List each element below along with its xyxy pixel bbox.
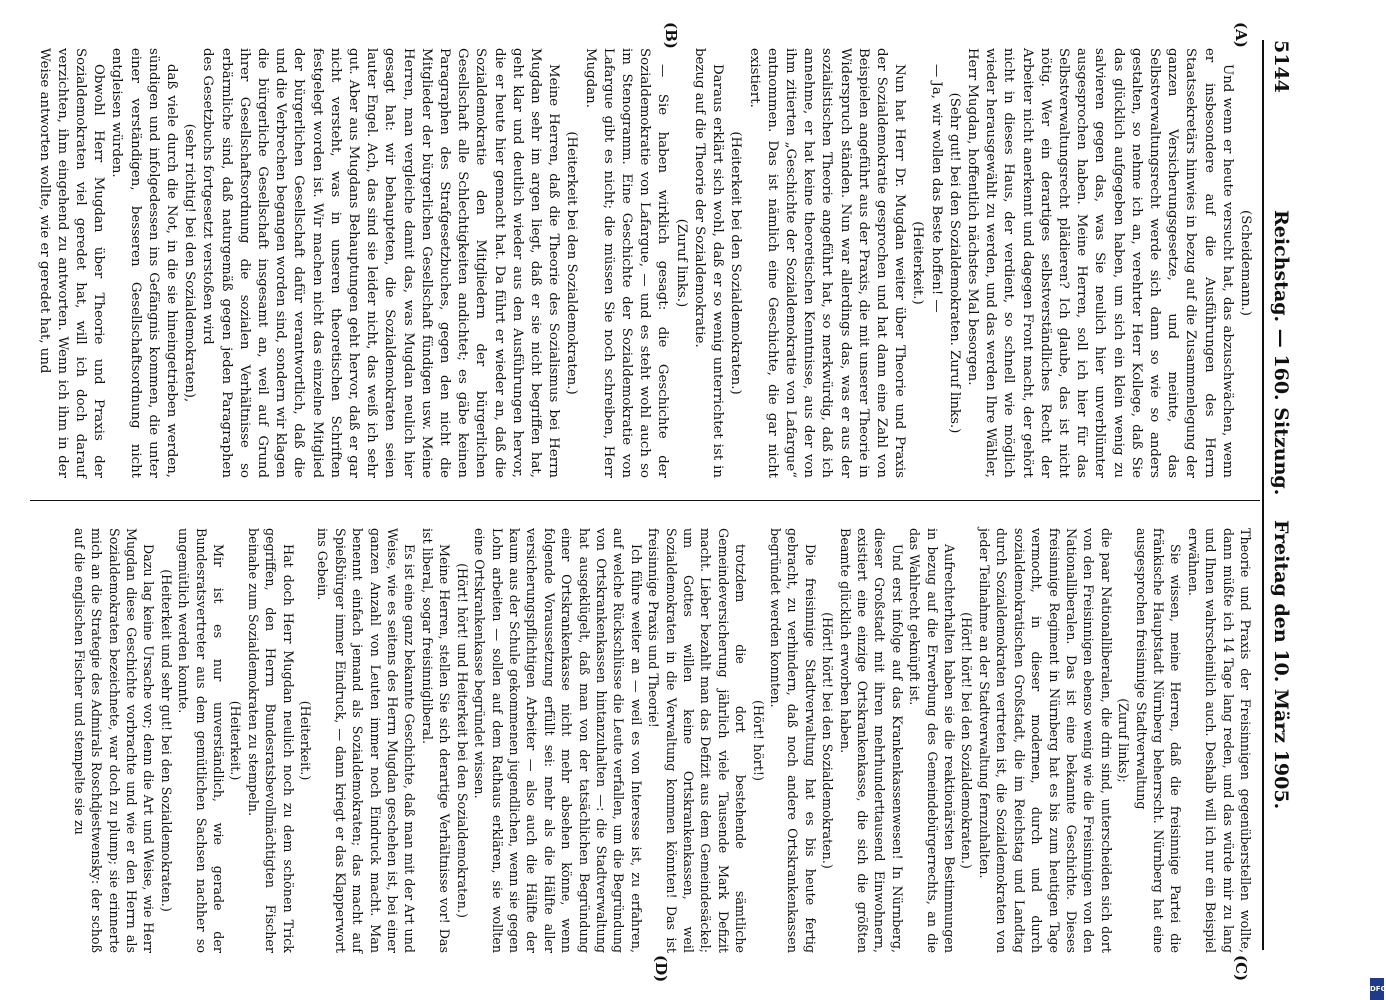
stage-direction: (Zuruf links.) (673, 218, 689, 308)
header-left (1268, 40, 1292, 500)
left-text-column (34, 48, 1254, 478)
stage-direction: (Heiterkeit bei den Sozialdemokraten.) (564, 131, 580, 395)
stage-direction: (Heiterkeit und sehr gut! bei den Sozialdemokraten.) (158, 569, 174, 912)
stage-direction: (Scheidemann.) (1238, 210, 1253, 316)
speech-paragraph: Es ist eine ganz bekannte Geschichte, daß man mit der Art und Weise, wie es seitens des Herrn Mugdan geschehen ist, bei einer ganzen Anzahl von Leuten immer noch Eindruck macht. Man benennt einfach jemand als Sozialdemokraten; das macht auf Spießbürger immer Eindruck, — dann kriegt er das Klapperwort ins Gebein. (315, 528, 418, 953)
margin-mark-b: (B) (662, 22, 680, 49)
right-text-column (70, 528, 1254, 953)
speech-paragraph: Theorie und Praxis der Freisinnigen gegenüberstellen wollte, dann müßte ich 14 Tage lang reden, und das würde mir zu lang und Ihnen wahrscheinlich auch. Deshalb will ich nur ein Beispiel erwähnen. (1185, 528, 1253, 953)
speech-paragraph: die paar Nationalliberalen, die drin sind, unterscheiden sich dort von den Freisinnigen ebenso wenig wie die Freisinnigen von den Nationalliberalen. Das ist eine bekannte Geschichte. Dieses freisinnige Regiment in Nürnberg hat es bis zum heutigen Tage vermocht, in dieser modernen, durch und durch sozialdemokratischen Großstadt, die im Reichstag und Landtag durch Sozialdemokraten vertreten ist, die Sozialdemokraten von jeder Teilnahme an der Stadtverwaltung fernzuhalten. (976, 528, 1114, 953)
stage-direction: (Heiterkeit.) (298, 700, 314, 781)
speech-paragraph: Aufrechterhalten haben sie die reaktionärsten Bestimmungen in bezug auf die Erwerbung des Gemeindebürgerrechts, an die das Wahlrecht geknüpft ist. (907, 528, 958, 953)
speech-paragraph: Mir ist es nur unverständlich, wie gerade der Bundesratsvertreter aus dem gemütlichen Sachsen nachher so ungemütlich werden konnte. (176, 528, 227, 953)
stage-direction: (Hört! hört! bei den Sozialdemokraten.) (959, 612, 975, 869)
margin-mark-a: (A) (1232, 22, 1250, 48)
speech-paragraph: daß viele durch die Not, in die sie hineingetrieben werden, sündigen und infolgedessen ins Gefängnis kommen, die unter einer verständigen, besseren Gesellschaftsordnung nicht entgleisen würden. (109, 48, 180, 478)
speech-paragraph: Obwohl Herr Mugdan über Theorie und Praxis der Sozialdemokraten viel geredet hat, will ich doch darauf verzichten, ihm eingehend zu antworten. Wenn ich ihm in der Weise antworten wollte, wie er geredet hat, und (36, 48, 107, 478)
speech-paragraph: Die freisinnige Stadtverwaltung hat es bis heute fertig gebracht, zu verhindern, daß noch andere Ortskrankenkassen begründet werden konnten. (768, 528, 818, 953)
speech-paragraph: — Ja, wir wollen das Beste hoffen! — (928, 64, 944, 313)
speech-paragraph: Meine Herren, daß die Theorie des Sozialismus bei Herrn Mugdan sehr im argen liegt, daß er sie nicht begriffen hat, geht klar und deutlich wieder aus den Ausführungen hervor, die er heute hier gemacht hat. Da führt er wieder an, daß die Sozialdemokratie den Mitgliedern der bürgerlichen Gesellschaft alle Schlechtigkeiten andichtet; es gäbe keinen Paragraphen des Strafgesetzbuches, gegen den nicht die Mitglieder der bürgerlichen Gesellschaft fündigen usw. Meine Herren, man vergleiche damit das, was Mugdan neulich hier gesagt hat: wir behaupteten, die Sozialdemokraten seien lauter Engel. Ach, das sind sie leider nicht, das weiß ich sehr gut. Aber aus Mugdans Behauptungen geht hervor, daß er gar nicht versteht, was in unseren theoretischen Schriften festgelegt worden ist. Wir machen nicht das einzelne Mitglied der bürgerlichen Gesellschaft dafür verantwortlich, daß die und die Verbrechen begangen worden sind, sondern wir klagen die bürgerliche Gesellschaft insgesamt an, weil auf Grund ihrer Gesellschaftsordnung die sozialen Verhältnisse so erbärmliche sind, daß naturgemäß gegen jeden Paragraphen des Gesetzbuchs fortgesetzt verstoßen wird (200, 48, 562, 478)
session-date: Freitag den 10. März 1905. (1270, 520, 1292, 810)
stage-direction: (Hört! hört! bei den Sozialdemokraten.) (820, 612, 836, 869)
speech-paragraph: Dazu lag keine Ursache vor; denn die Art und Weise, wie Herr Mugdan diese Geschichte vorbrachte und wie er den Herrn als Sozialdemokraten bezeichnete, war doch zu plump; sie erinnerte mich an die Strategie des Admirals Roschdjestwensky: der schoß auf die englischen Fischer und stempelte sie zu (71, 528, 157, 953)
speech-paragraph: Daraus erklärt sich wohl, daß er so wenig unterrichtet ist in bezug auf die Theorie der Sozialdemokratie. (691, 48, 726, 478)
column-divider (30, 500, 1260, 501)
stage-direction: (Heiterkeit.) (228, 700, 244, 781)
margin-mark-c: (C) (1232, 955, 1250, 982)
speech-paragraph: Und erst infolge auf das Krankenkassenwesen! In Nürnberg, dieser Großstadt mit ihren mehrhunderttausend Einwohnern, existiert eine einzige Ortskrankenkasse, die sich die größten Beamte glücklich erworben haben. (837, 528, 905, 953)
dfg-logo: DFG (1370, 978, 1384, 1000)
stage-direction: (sehr richtig! bei den Sozialdemokraten), (182, 123, 198, 403)
stage-direction: (Heiterkeit.) (910, 221, 926, 305)
page-number: 5144 (1270, 40, 1292, 93)
speech-paragraph: Sie wissen, meine Herren, daß die freisinnige Partei die fränkische Hauptstadt Nürnberg beherrscht. Nürnberg hat eine ausgesprochen freisinnige Stadtverwaltung (1133, 528, 1184, 953)
speech-paragraph: Hat doch Herr Mugdan neulich noch zu dem schönen Trick gegriffen, den Herrn Bundesratsbevollmächtigten Fischer beinahe zum Sozialdemokraten zu stempeln. (245, 528, 296, 953)
speech-paragraph: — Sie haben wirklich gesagt: die Geschichte der Sozialdemokratie von Lafargue, — und es steht wohl auch so im Stenogramm. Eine Geschichte der Sozialdemokratie von Lafargue gibt es nicht; die müssen Sie noch schreiben, Herr Mugdan. (582, 48, 671, 478)
speech-paragraph: Und wenn er heute versucht hat, das abzuschwächen, wenn er insbesondere auf die Ausführungen des Herrn Staatssekretärs hinwies in bezug auf die Zusammenlegung der ganzen Versicherungsgesetze, und meinte, das Selbstverwaltungsrecht werde sich dann so wie so anders gestalten, so nehme ich an, verehrter Herr Kollege, daß Sie das glücklich aufgegeben haben, um sich ein klein wenig zu salvieren gegen das, was Sie neulich hier unverblümter ausgesprochen haben. Meine Herren, soll ich hier für das Selbstverwaltungsrecht plädieren? Ich glaube, das ist nicht nötig. Wer ein derartiges selbstverständliches Recht der Arbeiter nicht anerkennt und dagegen Front macht, der gehört nicht in dieses Haus, der verdient, so schnell wie möglich wieder herausgewählt zu werden, und das werden Ihre Wähler, Herr Mugdan, hoffentlich nächstes Mal besorgen. (964, 48, 1235, 478)
stage-direction: (Heiterkeit bei den Sozialdemokraten.) (728, 131, 744, 395)
stage-direction: (Hört! hört!) (750, 700, 766, 781)
speech-paragraph: Ich führe weiter an — weil es von Interesse ist, zu erfahren, auf welche Rückschlüsse die Leute verfallen, um die Begründung von Ortskrankenkassen hintanzuhalten —: die Stadtverwaltung hat ausgeklügelt, daß man von der tatsächlichen Begründung einer Ortskrankenkasse nicht mehr absehen könne, wenn folgende Voraussetzung erfüllt sei: mehr als die Hälfte aller versicherungspflichtigen Arbeiter — also auch die Hälfte der kaum aus der Schule gekommenen jugendlichen, wenn sie gegen Lohn arbeiten — sollen auf dem Rathaus erklären, sie wollten eine Ortskrankenkasse begründet wissen. (472, 528, 644, 953)
stage-direction: (Hört! hört! und Heiterkeit bei den Sozialdemokraten.) (454, 563, 470, 918)
speech-paragraph: Meine Herren, stellen Sie sich derartige Verhältnisse vor! Das ist liberal, sogar freisinnigliberal. (419, 528, 453, 953)
session-title: Reichstag. — 160. Sitzung. (1270, 210, 1292, 496)
stage-direction: (Sehr gut! bei den Sozialdemokraten. Zuruf links.) (946, 92, 962, 434)
stage-direction: (Zuruf links); (1116, 698, 1132, 783)
margin-mark-d: (D) (652, 955, 670, 983)
header-rule (1262, 40, 1264, 950)
speech-paragraph: trotzdem die dort bestehende sämtliche Gemeindeversicherung jährlich viele Tausende Mark Defizit macht. Lieber bezahlt man das Defizit aus dem Gemeindesäckel; um Gottes willen keine Ortskrankenkassen, weil Sozialdemokraten in die Verwaltung kommen könnten! Das ist freisinnige Praxis und Theorie! (646, 528, 749, 953)
speech-paragraph: Nun hat Herr Dr. Mugdan weiter über Theorie und Praxis der Sozialdemokratie gesprochen und hat dann eine Zahl von Beispielen angeführt aus der Praxis, die mit unserer Theorie in Widerspruch ständen. Nun war allerdings das, was er aus der sozialistischen Theorie angeführt hat, so merkwürdig, daß ich annehme, er hat keine theoretischen Kenntnisse, aus der von ihm zitierten „Geschichte der Sozialdemokratie von Lafargue“ entnommen. Das ist nämlich eine Geschichte, die gar nicht existiert. (746, 48, 908, 478)
